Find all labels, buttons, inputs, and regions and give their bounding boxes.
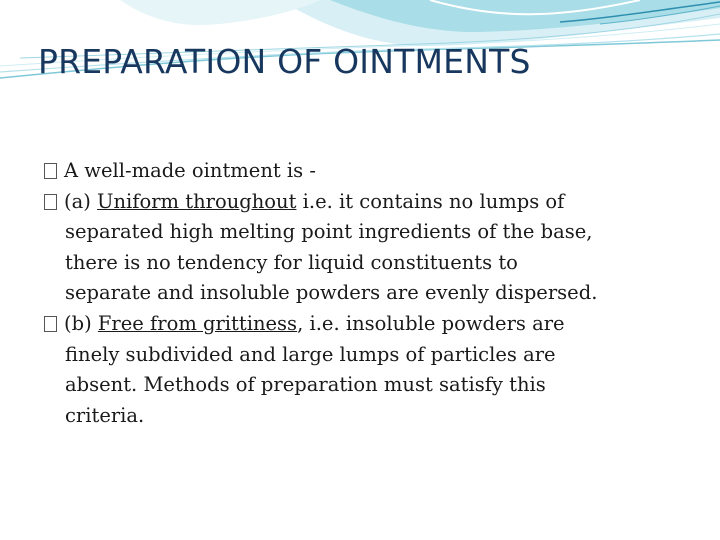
paragraph-line: absent. Methods of preparation must satisfy this: [65, 373, 546, 397]
paragraph-prefix: (b): [64, 311, 98, 335]
underlined-term: Free from grittiness: [97, 311, 298, 335]
paragraph-prefix: (a): [64, 189, 98, 213]
paragraph-line: there is no tendency for liquid constituents to: [65, 250, 518, 274]
paragraph-line: separate and insoluble powders are evenly dispersed.: [65, 281, 598, 305]
bullet-paragraph-b: [44, 309, 684, 431]
bullet-paragraph-a: [44, 187, 684, 309]
paragraph-line: A well-made ointment is -: [64, 159, 316, 182]
paragraph-line: i.e. it contains no lumps of: [296, 189, 565, 213]
paragraph-line: , i.e. insoluble powders are: [297, 311, 565, 335]
paragraph-line: separated high melting point ingredients of the base,: [65, 220, 593, 244]
slide-body: [44, 156, 684, 431]
paragraph-line: criteria.: [65, 403, 145, 427]
missing-glyph-bullet-icon: [44, 163, 57, 179]
missing-glyph-bullet-icon: [44, 194, 57, 210]
paragraph-line: finely subdivided and large lumps of particles are: [65, 342, 556, 366]
missing-glyph-bullet-icon: [44, 316, 57, 332]
underlined-term: Uniform throughout: [97, 189, 297, 213]
slide-title: PREPARATION OF OINTMENTS: [38, 42, 531, 81]
bullet-paragraph-intro: [44, 156, 684, 187]
